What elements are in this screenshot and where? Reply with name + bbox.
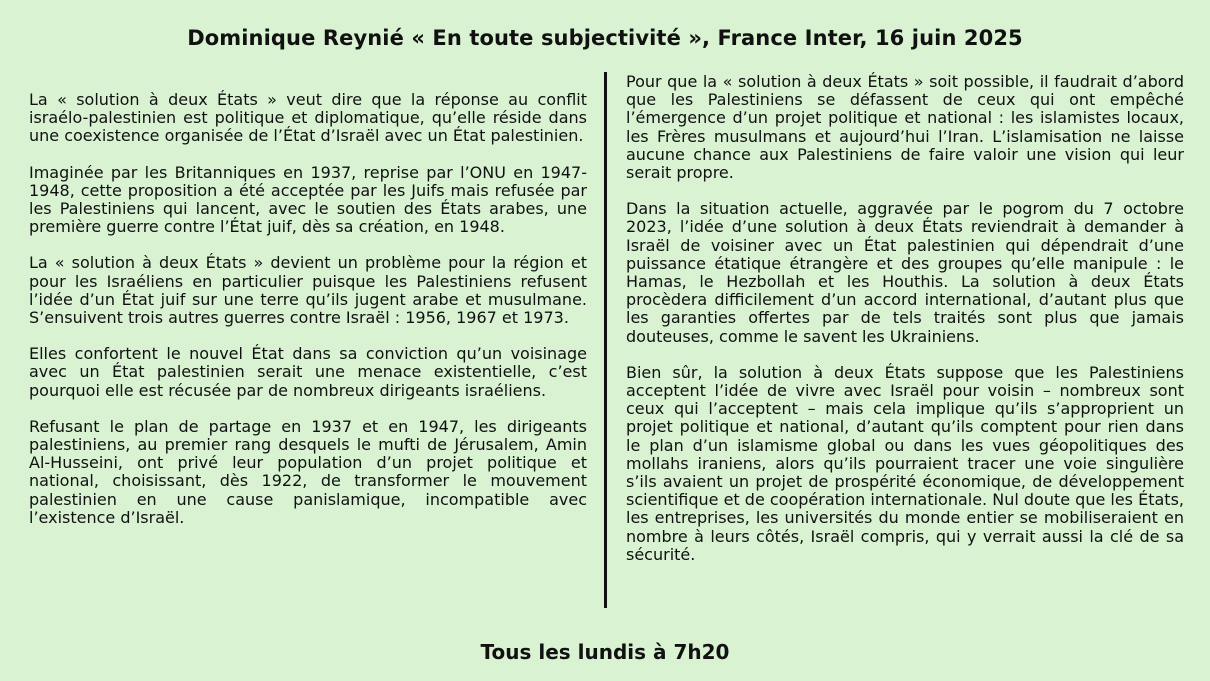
right-column	[626, 73, 1184, 582]
right-paragraph-3: Bien sûr, la solution à deux États suppose que les Palestiniens acceptent l’idée de vivre avec Israël pour voisin – nombreux sont ceux qui l’acceptent – mais cela implique qu’ils s’approprient un projet politique et national, d’autant qu’ils comptent pour rien dans le plan d’un islamisme global ou dans les vues géopolitiques des mollahs iraniens, alors qu’ils pourraient tracer une voie singulière s’ils avaient un projet de prospérité économique, de développement scientifique et de coopération internationale. Nul doute que les États, les entreprises, les universités du monde entier se mobiliseraient en nombre à leurs côtés, Israël compris, qui y verrait aussi la clé de sa sécurité.	[626, 362, 1184, 564]
left-paragraph-2: Imaginée par les Britanniques en 1937, reprise par l’ONU en 1947-1948, cette proposition a été acceptée par les Juifs mais refusée par les Palestiniens qui lancent, avec le soutien des États arabes, une première guerre contre l’État juif, dès sa création, en 1948.	[29, 162, 587, 237]
column-divider	[604, 72, 607, 608]
left-paragraph-1: La « solution à deux États » veut dire que la réponse au conflit israélo-palestinien est politique et diplomatique, qu’elle réside dans une coexistence organisée de l’État d’Israël avec un État palestinien.	[29, 90, 587, 146]
left-paragraph-4: Elles confortent le nouvel État dans sa conviction qu’un voisinage avec un État palestinien serait une menace existentielle, c’est pourquoi elle est récusée par de nombreux dirigeants israéliens.	[29, 344, 587, 400]
footer-schedule: Tous les lundis à 7h20	[480, 640, 730, 664]
right-paragraph-1: Pour que la « solution à deux États » soit possible, il faudrait d’abord que les Palestiniens se défassent de ceux qui ont empêché l’émergence d’un projet politique et national : les islamistes locaux, les Frères musulmans et aujourd’hui l’Iran. L’islamisation ne laisse aucune chance aux Palestiniens de faire valoir une vision qui leur serait propre.	[626, 72, 1184, 183]
page-title: Dominique Reynié « En toute subjectivité », France Inter, 16 juin 2025	[187, 26, 1023, 50]
left-paragraph-3: La « solution à deux États » devient un problème pour la région et pour les Israéliens en particulier puisque les Palestiniens refusent l’idée d’un État juif sur une terre qu’ils jugent arabe et musulmane. S’ensuivent trois autres guerres contre Israël : 1956, 1967 et 1973.	[29, 253, 587, 328]
left-column	[29, 91, 587, 545]
right-paragraph-2: Dans la situation actuelle, aggravée par le pogrom du 7 octobre 2023, l’idée d’une solution à deux États reviendrait à demander à Israël de voisiner avec un État palestinien qui dépendrait d’une puissance étatique étrangère et des groupes qu’elle manipule : le Hamas, le Hezbollah et les Houthis. La solution à deux États procèdera difficilement d’un accord international, d’autant plus que les garanties offertes par de tels traités sont plus que jamais douteuses, comme le savent les Ukrainiens.	[626, 199, 1184, 346]
left-paragraph-5: Refusant le plan de partage en 1937 et en 1947, les dirigeants palestiniens, au premier rang desquels le mufti de Jérusalem, Amin Al-Husseini, ont privé leur population d’un projet politique et national, choisissant, dès 1922, de transformer le mouvement palestinien en une cause panislamique, incompatible avec l’existence d’Israël.	[29, 416, 587, 527]
